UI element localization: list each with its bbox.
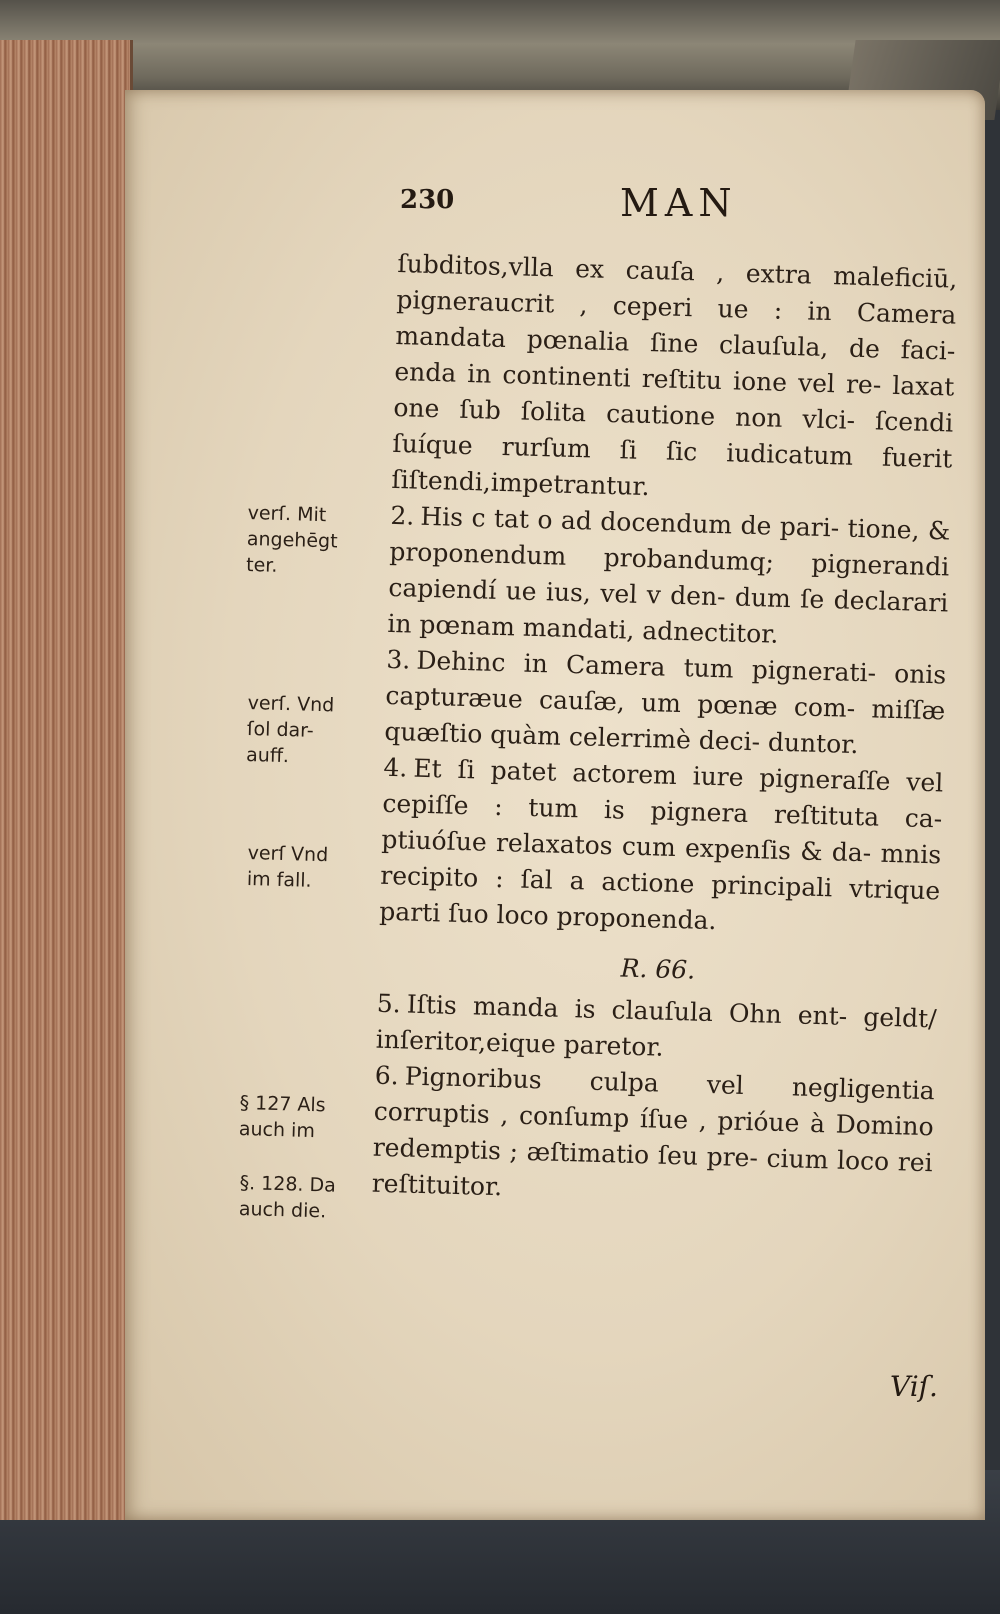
paragraph-4: 4. Et ſi patet actorem iure pigneraſſe vel cepiſſe : tum is pignera reſtituta ca- ptiuóſue relaxatos cum expenſis & da- mnis recipito : ſal a actione principali vtrique parti ſuo loco proponenda. — [379, 750, 944, 946]
margin-note: verſ. Vnd ſol dar- auff. — [245, 691, 335, 768]
margin-note: §. 128. Da auch die. — [238, 1171, 337, 1223]
paragraph-2: 2. His c tat o ad docendum de pari- tione, & proponendum probandumq; pignerandi capiendí ue ius, vel v den- dum ſe declarari in pœnam mandati, adnectitor. — [387, 498, 951, 658]
page-number: 230 — [400, 185, 455, 215]
paragraph-3: 3. Dehinc in Camera tum pignerati- onis capturæue cauſæ, um pœnæ com- miſſæ quæſtio quàm celerrimè deci- duntor. — [384, 642, 947, 766]
running-head: MAN — [620, 181, 738, 225]
paragraph-1: ſubditos,vlla ex cauſa , extra maleficiū, pigneraucrit , ceperi ue : in Camera mandata pœnalia ſine clauſula, de faci- enda in continenti reſtitu ione vel re- laxat one ſub ſolita cautione non vlci- ſcendi ſuíque rurſum ſi ſic iudicatum fuerit ſiſtendi,impetrantur. — [391, 248, 958, 502]
paragraph-5: 5. Iſtis manda is clauſula Ohn ent- geldt/ inſeritor,eique paretor. — [375, 986, 937, 1074]
margin-note: verſ. Mit angehēgt ter. — [245, 501, 338, 577]
paragraph-number: 2. — [390, 500, 415, 531]
paragraph-number: 3. — [386, 644, 411, 675]
paragraph-number: 5. — [376, 988, 402, 1019]
section-heading: R. 66. — [620, 953, 696, 985]
paragraph-number: 4. — [383, 752, 408, 783]
paragraph-6: 6. Pignoribus culpa vel negligentia corruptis , conſump íſue , prióue à Domino redemptis ; æſtimatio ſeu pre- cium loco rei reſtituitor. — [371, 1058, 935, 1218]
margin-note: § 127 Als auch im — [238, 1091, 326, 1143]
catchword: Viſ. — [890, 1370, 938, 1403]
paragraph-number: 6. — [374, 1060, 400, 1091]
book-page-edges — [0, 40, 133, 1520]
margin-note: verſ Vnd im fall. — [246, 841, 329, 892]
main-text — [371, 246, 957, 1217]
page-header — [400, 181, 780, 235]
